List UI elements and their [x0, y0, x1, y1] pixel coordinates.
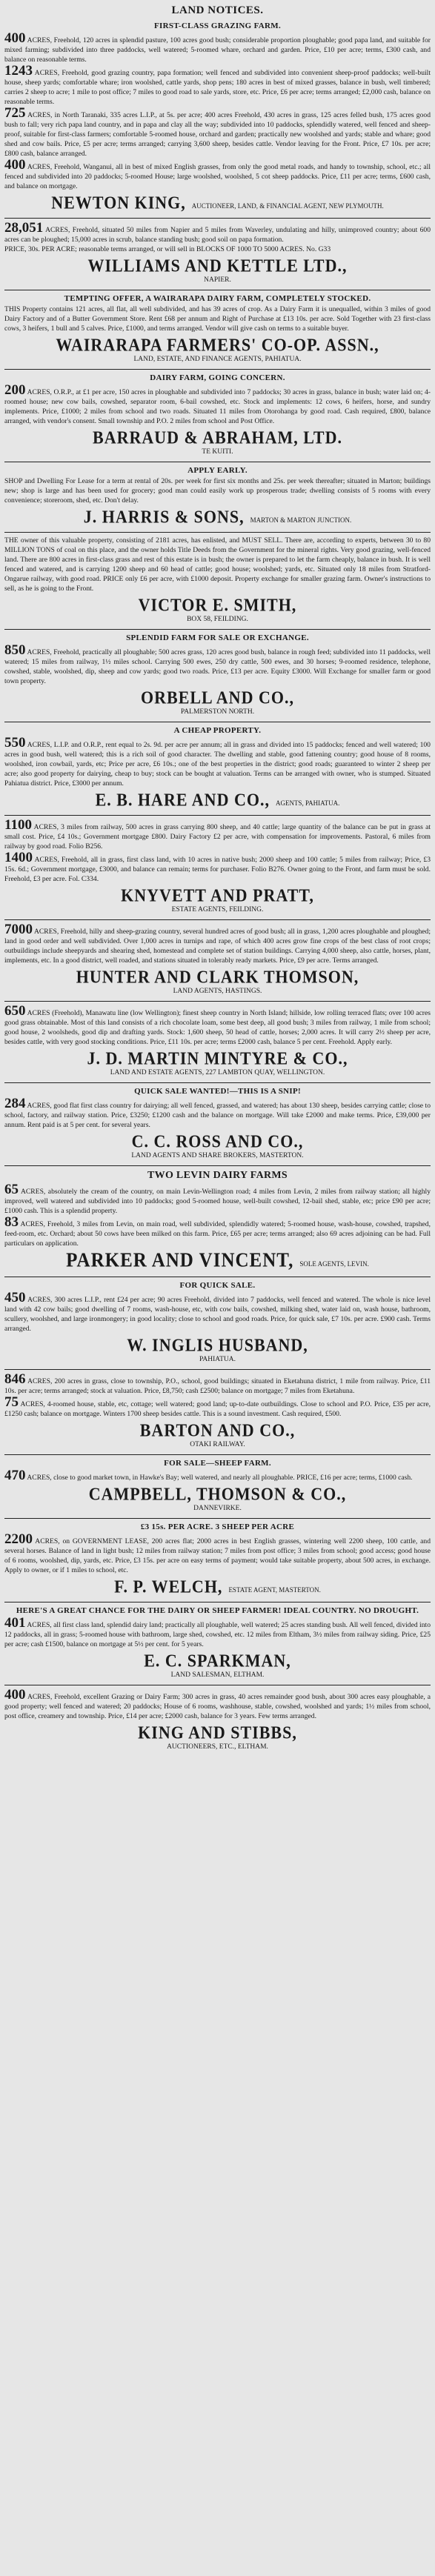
ad-headline: FOR QUICK SALE.	[179, 1281, 256, 1290]
land-advertisement	[4, 372, 431, 459]
agent-address: PALMERSTON NORTH.	[180, 708, 255, 716]
ad-paragraph	[4, 476, 431, 505]
agent-address: LAND AGENTS, HASTINGS.	[173, 988, 262, 995]
land-advertisement	[4, 1457, 431, 1516]
land-advertisement	[4, 465, 431, 530]
acreage-figure: 400	[4, 1687, 26, 1703]
ad-headline: HERE'S A GREAT CHANCE FOR THE DAIRY OR SHEEP FARMER! IDEAL COUNTRY. NO DROUGHT.	[16, 1606, 419, 1615]
ad-paragraph-text: ACRES, 200 acres in grass, close to township, P.O., school, good buildings; situated in Eketahuna district, 1 mile from railway. Price, £11 10s. per acre; terms arranged; stock at valuation. Price, £8,750; cash £2500; balance on mortgage; 7 miles from Eketahuna.	[4, 1377, 431, 1395]
ad-paragraph	[4, 1396, 431, 1419]
ad-headline: TEMPTING OFFER, A WAIRARAPA DAIRY FARM, COMPLETELY STOCKED.	[64, 294, 371, 303]
agent-address: PAHIATUA.	[199, 1356, 236, 1363]
ad-paragraph-text: SHOP and Dwelling For Lease for a term at rental of 20s. per week for first six months and 25s. per week thereafter; situated in Marton; buildings new; shop is large and has been used for grocery; good man could easily work up prosperous trade; dwelling consists of 5 rooms with every convenience; storeroom, shed, etc. Don't delay.	[4, 477, 431, 505]
agent-name: WAIRARAPA FARMERS' CO-OP. ASSN.,	[56, 334, 379, 356]
agent-name: KNYVETT AND PRATT,	[121, 885, 314, 906]
land-advertisement	[4, 1521, 431, 1600]
divider-rule	[4, 629, 431, 630]
ad-paragraph-text: ACRES, Freehold, Wanganui, all in best of mixed English grasses, from only the good metal roads, and handy to township, school, etc.; all fenced and subdivided into 20 paddocks; 5-roomed House; large woolshed, woolshed, 5 cot sheep paddocks. Price, £11 per acre; terms, £600 cash, and balance on mortgage.	[4, 163, 431, 190]
agent-name: BARTON AND CO.,	[139, 1420, 296, 1441]
ad-paragraph	[4, 1005, 431, 1047]
agent-name: ORBELL AND CO.,	[141, 687, 294, 708]
land-advertisement	[4, 293, 431, 367]
ad-paragraph-text: ACRES, Freehold, practically all ploughable; 500 acres grass, 120 acres good bush, balance in rough feed; subdivided into 11 paddocks, well watered; 15 miles from railway, 1½ miles school. Carrying 500 ewes, 250 dry cattle, 500 ewes, and 30 horses; 9-roomed residence, telephone, cowshed, stable, woolshed, dip, sheep and cow yards; good two roads. Price, £13 per acre. Equity £3000. Will Exchange for smaller farm or good town property.	[4, 648, 431, 685]
agent-name: PARKER AND VINCENT,	[66, 1249, 294, 1272]
ad-paragraph	[4, 304, 431, 333]
ad-paragraph	[4, 1373, 431, 1396]
acreage-figure: 75	[4, 1394, 19, 1410]
divider-rule	[4, 1518, 431, 1519]
land-advertisement	[4, 922, 431, 999]
land-advertisement	[4, 20, 431, 216]
ad-headline: FOR SALE—SHEEP FARM.	[164, 1459, 271, 1468]
ad-paragraph-text: ACRES, 300 acres L.I.P., rent £24 per acre; 90 acres Freehold, divided into 7 paddocks, well fenced and watered. The whole is nice level land with 42 cow bails; good dwelling of 7 rooms, wash-house, etc, with cow bails, cowshed, milking shed, water laid on, wash house, bathroom, scullery, woolshed, and large ironmongery; in good locality; close to school and good roads. Price, for quick sale, £7 10s. per acre. £900 cash. Terms arranged.	[4, 1296, 431, 1333]
ad-paragraph-text: ACRES, O.R.P., at £1 per acre, 150 acres in ploughable and subdivided into 7 paddocks; 30 acres in grass, balance in bush; water laid on; 4-roomed house; new cow bails, cowshed, separator room, 6-bail cowshed, etc. Stock and implements: 12 cows, 6 heifers, horse, and sundry implements. Price, £1000; 2 miles from school and two roads. Situated 11 miles from Otorohanga by good road. Cash required, £800, balance arranged, with vendor's consent. Small township and P.O. 2 miles from school and Post Office.	[4, 388, 431, 425]
divider-rule	[4, 815, 431, 816]
ad-paragraph-text: ACRES (Freehold), Manawatu line (low Wellington); finest sheep country in North Island; hillside, low rolling terraced flats; over 100 acres good grass obtainable. Most of this land consists of a rich chocolate loam, some best deep, all good bush; 3 miles from railway, 1 mile from school; good house, 2 woolsheds, good dip and drafting yards. Stock: 1,600 sheep, 50 head of cattle, horses; 2,000 acres. It will carry 2½ sheep per acre, besides cattle, with very good stocking conditions. Price, £11 10s. per acre; terms £2000 cash, balance 5 per cent. Freehold. Apply early.	[4, 1009, 431, 1046]
acreage-figure: 284	[4, 1096, 26, 1111]
land-advertisement	[4, 725, 431, 813]
divider-rule	[4, 1165, 431, 1166]
ad-paragraph-text: ACRES, Freehold, 3 miles from Levin, on main road, well subdivided, splendidly watered; 5-roomed house, wash-house, cowshed, trapshed, feed-room, etc. Orchard; about 50 cows have been milked on this farm. Price, £65 per acre; terms arranged; also 69 acres adjoining can be had. Full particulars on application.	[4, 1220, 431, 1248]
agent-signature	[4, 1049, 431, 1068]
agent-title: ESTATE AGENT, MASTERTON.	[228, 1586, 321, 1594]
ad-paragraph	[4, 1097, 431, 1130]
ad-paragraph	[4, 384, 431, 426]
agent-address: BOX 58, FEILDING.	[187, 616, 248, 623]
ad-paragraph-text: ACRES, on GOVERNMENT LEASE, 200 acres flat; 2000 acres in best English grasses, wintering well 2200 sheep, 100 cattle, and several horses. Balance of land in light bush; 12 miles from railway station; 7 miles from post office; 3 miles from school; good access; good house of 6 rooms, woolshed, dip, yards, etc. Price, £3 15s. per acre on easy terms of payment; would take suitable property, about 500 acres, in exchange. Apply to owner, or if 1 miles to school, etc.	[4, 1537, 431, 1574]
ad-headline: £3 15s. PER ACRE. 3 SHEEP PER ACRE	[140, 1522, 295, 1531]
acreage-figure: 1400	[4, 850, 33, 865]
ad-paragraph	[4, 644, 431, 686]
ad-paragraph-text: ACRES, in North Taranaki, 335 acres L.I.P., at 5s. per acre; 400 acres Freehold, 430 acres in grass, 125 acres felled bush, 175 acres good bush to fall; very rich papa land country, and in papa and clay all the way; subdivided into 10 paddocks, splendidly watered, well fenced and sheep-proof, suitable for first-class farmers; comfortable 5-roomed house, orchard and garden; practically new woolshed and yards; stable and whare; good shed and cow bails. Price, £5 per acre; terms arranged; carrying 3,600 sheep, besides cattle. Vendor leaving for the Front. Price, £7 10s. per acre; £800 cash, balance arranged.	[4, 111, 431, 158]
agent-signature	[4, 336, 431, 355]
agent-name: J. D. MARTIN MINTYRE & CO.,	[87, 1048, 348, 1069]
land-advertisement	[4, 1279, 431, 1367]
divider-rule	[4, 1369, 431, 1370]
ad-paragraph-text: ACRES, close to good market town, in Hawke's Bay; well watered, and nearly all ploughable. PRICE, £16 per acre; terms, £1000 cash.	[27, 1474, 413, 1482]
agent-signature	[4, 968, 431, 987]
agent-title: SOLE AGENTS, LEVIN.	[299, 1260, 369, 1268]
ad-paragraph	[4, 851, 431, 884]
ad-paragraph-text: ACRES, Freehold, all in grass, first class land, with 10 acres in native bush; 2000 sheep and 100 cattle; 5 miles from railway; Price, £3 15s. 6d.; Government mortgage, £3000, and balance can remain; terms for purchaser. Folio B276. Owner going to the Front, and farm must be sold. Freehold, £3 per acre. Fol. C334.	[4, 856, 431, 883]
agent-signature	[4, 193, 431, 213]
agent-name: E. C. SPARKMAN,	[144, 1650, 291, 1671]
agent-address: NAPIER.	[204, 276, 231, 284]
acreage-figure: 650	[4, 1003, 26, 1019]
ad-paragraph-text: ACRES, all first class land, splendid dairy land; practically all ploughable, well watered; 25 acres standing bush. All well fenced, divided into 12 paddocks, all in grass; 5-roomed house with bathroom, large shed, cowshed, etc. 12 miles from Eltham, 3½ miles from railway siding. Price, £25 per acre; cash £1500, balance on mortgage at 5½ per cent. for 5 years.	[4, 1621, 431, 1648]
acreage-figure: 1100	[4, 817, 32, 833]
agent-signature	[4, 428, 431, 447]
agent-name: J. HARRIS & SONS,	[83, 506, 245, 527]
acreage-figure: 83	[4, 1214, 19, 1230]
ad-headline: FIRST-CLASS GRAZING FARM.	[154, 21, 281, 30]
agent-name: E. B. HARE AND CO.,	[95, 789, 270, 811]
agent-name: VICTOR E. SMITH,	[138, 594, 297, 616]
ad-paragraph	[4, 819, 431, 851]
ad-paragraph-text: THIS Property contains 121 acres, all flat, all well subdivided, and has 39 acres of crop. As a Dairy Farm it is unequalled, within 3 miles of good Dairy Factory and of a Butter Government Store. Rent £68 per annum and Right of Purchase at £13 10s. per acre. Sold Together with 23 first-class cows, 3 heifers, 1 bull and 5 calves. Price, £1000, and terms arranged. Vendor will give cash on terms to a suitable buyer.	[4, 305, 431, 333]
acreage-figure: 401	[4, 1615, 26, 1631]
ad-paragraph	[4, 222, 431, 244]
ad-headline: APPLY EARLY.	[187, 466, 248, 475]
agent-signature	[4, 1577, 431, 1597]
ad-paragraph	[4, 159, 431, 191]
ad-paragraph-text: ACRES, absolutely the cream of the country, on main Levin-Wellington road; 4 miles from Levin, 2 miles from railway station; all highly improved, well watered and subdivided into 10 paddocks; good 5-roomed house, well-built cowshed, 12-bail shed, stable, etc; price £90 per acre; £1000 cash. This is a splendid property.	[4, 1188, 431, 1215]
land-advertisement	[4, 818, 431, 917]
ad-paragraph	[4, 1688, 431, 1721]
agent-title: AGENTS, PAHIATUA.	[275, 799, 340, 807]
ad-paragraph	[4, 1533, 431, 1575]
agent-address: AUCTIONEERS, ETC., ELTHAM.	[167, 1743, 268, 1751]
land-advertisement	[4, 535, 431, 627]
acreage-figure: 470	[4, 1468, 26, 1483]
ad-paragraph	[4, 107, 431, 159]
divider-rule	[4, 919, 431, 920]
agent-signature	[4, 1651, 431, 1671]
agent-signature	[4, 507, 431, 527]
agent-address: LAND AGENTS AND SHARE BROKERS, MASTERTON.	[131, 1152, 304, 1159]
ad-paragraph	[4, 536, 431, 593]
agent-name: NEWTON KING,	[51, 192, 186, 213]
ads-list	[4, 20, 431, 1754]
acreage-figure: 7000	[4, 922, 33, 937]
land-advertisement	[4, 1372, 431, 1452]
ad-paragraph-text: THE owner of this valuable property, consisting of 2181 acres, has enlisted, and MUST SELL. There are, according to experts, between 30 to 80 MILLION TONS of coal on this place, and the owner holds Title Deeds from the Government for the mineral rights. Very good grazing, well-fenced land. There are 800 acres in first-class grass and rest of this estate is in bush; the owner is prepared to let the farm cheaply, balance in bush. It is well fenced and watered, and is carrying 1200 sheep and 60 head of cattle; good house; woolshed; yards, etc. Situated only 18 miles from Stratford-Ongarue railway, with good road. PRICE only £6 per acre, with £1000 deposit. Property exchange for smaller grazing farm. Owner's instructions to sell, as he is going to the Front.	[4, 536, 431, 593]
divider-rule	[4, 1082, 431, 1083]
ad-paragraph	[4, 1216, 431, 1248]
divider-rule	[4, 532, 431, 533]
ad-paragraph-text: ACRES, 4-roomed house, stable, etc, cottage; well watered; good land; up-to-date outbuildings. Close to school and P.O. Price, £35 per acre, £1250 cash; balance on mortgage. Winters 1700 sheep besides cattle. This is a sound investment. Cash required, £500.	[4, 1400, 431, 1418]
ad-paragraph	[4, 64, 431, 107]
ad-paragraph-text: PRICE, 30s. PER ACRE; reasonable terms arranged, or will sell in BLOCKS OF 1000 TO 5000 ACRES. No. G33	[4, 245, 331, 253]
agent-signature	[4, 1485, 431, 1504]
ad-paragraph	[4, 1183, 431, 1216]
agent-address: ESTATE AGENTS, FEILDING.	[171, 906, 264, 913]
ad-paragraph-text: ACRES, good flat first class country for dairying; all well fenced, grassed, and watered; has about 130 sheep, besides carrying cattle; close to school, factory, and railway station. Price, £3250; £1200 cash and the balance on mortgage. Will take £2000 and make terms. Price, £39,000 per annum. Rent paid is at 5 per cent. for several years.	[4, 1102, 431, 1129]
land-advertisement	[4, 1688, 431, 1754]
acreage-figure: 850	[4, 642, 26, 658]
agent-signature	[4, 791, 431, 810]
land-advertisement	[4, 632, 431, 719]
agent-signature	[4, 1336, 431, 1355]
ad-paragraph-text: ACRES, Freehold, good grazing country, papa formation; well fenced and subdivided into convenient sheep-proof paddocks; well-built house, sheep yards; comfortable whare; iron woolshed, cattle yards, shop pens; 180 acres in best of mixed grasses, balance in bush, well timbered; carries 2 sheep to acre; 1 mile to post office; 7 miles to good road to sale yards, store, etc. Price, £6 per acre; terms arranged; £2,000 cash, balance on reasonable terms.	[4, 69, 431, 106]
ad-headline: DAIRY FARM, GOING CONCERN.	[150, 373, 285, 382]
agent-address: LAND SALESMAN, ELTHAM.	[170, 1671, 265, 1679]
divider-rule	[4, 1001, 431, 1002]
agent-name: CAMPBELL, THOMSON & CO.,	[88, 1483, 347, 1505]
agent-address: OTAKI RAILWAY.	[190, 1441, 245, 1448]
land-notices-page	[4, 0, 431, 1754]
agent-name: F. P. WELCH,	[114, 1576, 223, 1597]
agent-address: DANNEVIRKE.	[193, 1505, 242, 1512]
ad-paragraph	[4, 32, 431, 64]
ad-headline: SPLENDID FARM FOR SALE OR EXCHANGE.	[126, 633, 309, 642]
divider-rule	[4, 218, 431, 219]
acreage-figure: 200	[4, 382, 26, 398]
land-advertisement	[4, 1004, 431, 1080]
ad-paragraph-text: ACRES, L.I.P. and O.R.P., rent equal to 2s. 9d. per acre per annum; all in grass and divided into 15 paddocks; fenced and well watered; 100 acres in good bush, well watered; this is a rich soil of good character. The dwelling and stable, good fattening country; good house of 8 rooms, woolshed, iron cowbail, yards, etc; Price per acre, £6 10s.; one of the best properties in the district; good roads; guaranteed to winter 2 sheep per acre; also good property for dairying, cheap to buy; stock can be bought at valuation. Terms can be arranged with owner, who is stumped. Situated Pahiatua district. Price, £3000 per annum.	[4, 741, 431, 788]
ad-paragraph	[4, 923, 431, 965]
divider-rule	[4, 1454, 431, 1455]
ad-paragraph	[4, 1617, 431, 1649]
page-title: LAND NOTICES.	[171, 4, 264, 16]
acreage-figure: 550	[4, 735, 26, 750]
land-advertisement	[4, 1605, 431, 1683]
agent-address: TE KUITI.	[202, 448, 233, 456]
ad-paragraph-text: ACRES, Freehold, hilly and sheep-grazing country, several hundred acres of good bush; all in grass, 1,200 acres ploughable and ploughed; land in good order and well subdivided. Over 1,000 acres in turnips and rape, of which 400 acres grow fine crops of the best class of root crops; outbuildings include sheepyards and shearing shed, homestead and complete set of station buildings. Carrying 4,000 sheep, also cattle, horses, plant, implements, etc. In a good district, well roaded, and stations situated in tolerably ready markets. Price, £9 per acre. Terms arranged.	[4, 928, 431, 965]
ad-headline: TWO LEVIN DAIRY FARMS	[147, 1170, 288, 1181]
ad-paragraph	[4, 1469, 431, 1482]
divider-rule	[4, 369, 431, 370]
acreage-figure: 2200	[4, 1531, 33, 1547]
agent-name: KING AND STIBBS,	[138, 1722, 297, 1743]
acreage-figure: 1243	[4, 63, 33, 79]
ad-paragraph	[4, 1291, 431, 1334]
agent-signature	[4, 688, 431, 708]
ad-paragraph-text: ACRES, Freehold, excellent Grazing or Dairy Farm; 300 acres in grass, 40 acres remainder good bush, about 300 acres easy ploughable, a good property; well fenced and watered; 20 paddocks; House of 6 rooms, washhouse, stable, cowshed, woolshed and yards; 1½ miles from school, post office, creamery and township. Price, £14 per acre; £2000 cash, balance for 3 years. Few terms arranged.	[4, 1693, 431, 1720]
ad-paragraph-text: ACRES, 3 miles from railway, 500 acres in grass carrying 800 sheep, and 40 cattle; large quantity of the balance can be put in grass at small cost. Price, £4 10s.; Government mortgage £800. Dairy Factory £2 per acre, with compensation for improvements. Pastoral, 6 miles from railway by good road. Folio B256.	[4, 823, 431, 851]
acreage-figure: 400	[4, 157, 26, 173]
ad-paragraph-text: ACRES, Freehold, 120 acres in splendid pasture, 100 acres good bush; considerable proportion ploughable; good papa land, and suitable for mixed farming; subdivided into three paddocks, well watered; 5-roomed whare, orchard and garden. Price, £10 per acre; terms, £300 cash, and balance on reasonable terms.	[4, 36, 431, 64]
ad-paragraph	[4, 736, 431, 788]
ad-headline: A CHEAP PROPERTY.	[173, 726, 262, 735]
acreage-figure: 450	[4, 1290, 26, 1305]
agent-signature	[4, 1251, 431, 1271]
agent-name: WILLIAMS AND KETTLE LTD.,	[87, 255, 348, 276]
agent-signature	[4, 256, 431, 276]
land-advertisement	[4, 1168, 431, 1274]
ad-paragraph-text: ACRES, Freehold, situated 50 miles from Napier and 5 miles from Waverley, undulating and hilly, unimproved country; about 600 acres can be ploughed; 15,000 acres in scrub, balance standing bush; good soil on papa formation.	[4, 226, 431, 244]
agent-signature	[4, 1132, 431, 1151]
agent-name: W. INGLIS HUSBAND,	[127, 1334, 308, 1356]
agent-name: C. C. ROSS AND CO.,	[131, 1131, 304, 1152]
agent-title: MARTON & MARTON JUNCTION.	[250, 516, 352, 524]
agent-signature	[4, 886, 431, 905]
acreage-figure: 725	[4, 105, 26, 121]
ad-headline: QUICK SALE WANTED!—THIS IS A SNIP!	[134, 1087, 301, 1096]
agent-signature	[4, 1421, 431, 1440]
land-advertisement	[4, 221, 431, 287]
agent-address: LAND, ESTATE, AND FINANCE AGENTS, PAHIATUA.	[133, 356, 302, 363]
acreage-figure: 400	[4, 30, 26, 46]
acreage-figure: 28,051	[4, 220, 44, 236]
agent-signature	[4, 1723, 431, 1743]
agent-title: AUCTIONEER, LAND, & FINANCIAL AGENT, NEW PLYMOUTH.	[191, 202, 384, 210]
agent-name: BARRAUD & ABRAHAM, LTD.	[93, 427, 342, 448]
acreage-figure: 65	[4, 1182, 19, 1197]
agent-signature	[4, 596, 431, 615]
acreage-figure: 846	[4, 1371, 26, 1387]
land-advertisement	[4, 1085, 431, 1163]
agent-address: LAND AND ESTATE AGENTS, 227 LAMBTON QUAY, WELLINGTON.	[110, 1069, 325, 1076]
ad-paragraph	[4, 244, 431, 254]
agent-name: HUNTER AND CLARK THOMSON,	[76, 966, 359, 988]
